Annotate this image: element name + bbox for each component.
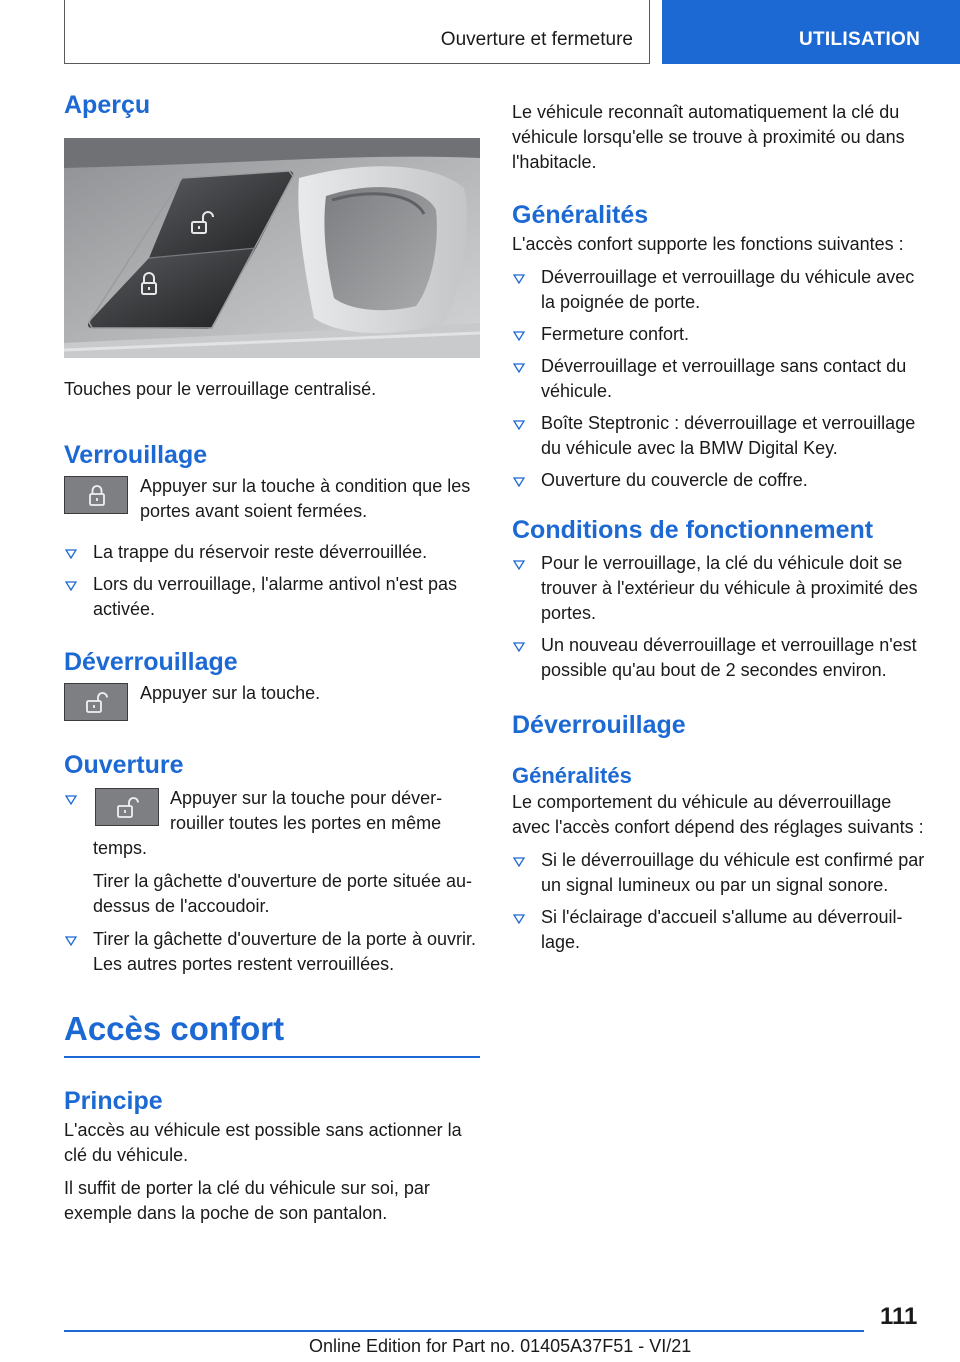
bullet-triangle-icon <box>65 549 77 559</box>
bullet-triangle-icon <box>513 363 525 373</box>
verrouillage-list <box>64 540 480 622</box>
bullet-triangle-icon <box>513 560 525 570</box>
verrouillage-text: Appuyer sur la touche à condition que les portes avant soient fermées. <box>140 476 471 521</box>
bullet-triangle-icon <box>65 795 77 805</box>
heading-conditions: Conditions de fonctionnement <box>512 516 874 544</box>
left-column <box>64 90 480 1226</box>
header-chapter-label: UTILISATION <box>799 29 921 50</box>
deverrouillage-settings-text: Le comportement du véhicule au déverrouillage avec l'accès confort dépend des réglages suivants : <box>512 792 924 837</box>
page-number: 111 <box>880 1303 918 1330</box>
bullet-triangle-icon <box>513 914 525 924</box>
lock-icon <box>85 484 109 508</box>
intro-text: Le véhicule reconnaît automatiquement la clé du véhicule lorsqu'elle se trouve à proximité ou dans l'habitacle. <box>512 102 905 172</box>
heading-generalites: Généralités <box>512 201 649 229</box>
heading-verrouillage: Verrouillage <box>64 441 208 469</box>
header-section-box <box>64 0 650 64</box>
deverrouillage-list <box>512 848 928 955</box>
lock-key-icon <box>64 476 128 514</box>
list-item: Si l'éclairage d'accueil s'allume au déverrouillage. <box>512 905 928 955</box>
heading-deverrouillage-2: Déverrouillage <box>512 711 686 739</box>
photo-caption: Touches pour le verrouillage centralisé. <box>64 379 377 399</box>
list-item: Boîte Steptronic : déverrouillage et verrouillage du véhicule avec la BMW Digital Key. <box>512 411 928 461</box>
list-item: Pour le verrouillage, la clé du véhicule doit se trouver à l'extérieur du véhicule à proximité des portes. <box>512 551 928 626</box>
heading-apercu: Aperçu <box>64 91 151 119</box>
list-item: Déverrouillage et verrouillage sans contact du véhicule. <box>512 354 928 404</box>
list-item: Ouverture du couvercle de coffre. <box>512 468 928 493</box>
heading-generalites-2: Généralités <box>512 763 632 788</box>
list-item: Lors du verrouillage, l'alarme antivol n'est pas activée. <box>64 572 480 622</box>
conditions-list <box>512 551 928 683</box>
header-chapter-tab[interactable] <box>662 0 960 64</box>
footer-edition: Online Edition for Part no. 01405A37F51 - VI/21 <box>309 1336 692 1356</box>
heading-ouverture: Ouverture <box>64 751 184 779</box>
list-item: Déverrouillage et verrouillage du véhicule avec la poignée de porte. <box>512 265 928 315</box>
deverrouillage-text: Appuyer sur la touche. <box>140 683 321 703</box>
right-column <box>512 100 928 955</box>
list-item: La trappe du réservoir reste déverrouillée. <box>64 540 480 565</box>
section-rule <box>64 1056 480 1058</box>
unlock-key-icon <box>95 788 159 826</box>
verrouillage-block <box>64 474 480 524</box>
unlock-key-icon <box>64 683 128 721</box>
list-item: Tirer la gâchette d'ouverture de la porte à ouvrir. Les autres portes restent verrouillées. <box>64 927 480 977</box>
bullet-triangle-icon <box>513 642 525 652</box>
bullet-triangle-icon <box>65 936 77 946</box>
principe-text-1: L'accès au véhicule est possible sans actionner la clé du véhicule. <box>64 1119 462 1165</box>
heading-acces-confort: Accès confort <box>64 1010 285 1047</box>
list-item: Fermeture confort. <box>512 322 928 347</box>
heading-principe: Principe <box>64 1086 163 1115</box>
list-item: Si le déverrouillage du véhicule est confirmé par un signal lumineux ou par un signal sonore. <box>512 848 928 898</box>
door-lock-buttons-photo <box>64 138 480 358</box>
principe-text-2: Il suffit de porter la clé du véhicule sur soi, par exemple dans la poche de son pantalon. <box>64 1177 430 1223</box>
deverrouillage-block <box>64 681 480 723</box>
heading-deverrouillage: Déverrouillage <box>64 648 238 676</box>
bullet-triangle-icon <box>513 331 525 341</box>
unlock-icon <box>85 691 109 715</box>
bullet-triangle-icon <box>513 420 525 430</box>
bullet-triangle-icon <box>513 857 525 867</box>
generalites-text: L'accès confort supporte les fonctions suivantes : <box>512 234 904 254</box>
bullet-triangle-icon <box>513 274 525 284</box>
footer-rule <box>64 1330 864 1332</box>
list-item: Appuyer sur la touche pour déverrouiller toutes les portes en même temps. Tirer la gâchette d'ouverture de porte située au-dessus de l'accoudoir. <box>64 786 480 919</box>
list-item: Un nouveau déverrouillage et verrouillage n'est possible qu'au bout de 2 secondes environ. <box>512 633 928 683</box>
ouverture-list <box>64 786 480 977</box>
unlock-icon <box>116 796 140 820</box>
bullet-triangle-icon <box>513 477 525 487</box>
header-section-title: Ouverture et fermeture <box>440 29 633 50</box>
generalites-list <box>512 265 928 493</box>
bullet-triangle-icon <box>65 581 77 591</box>
